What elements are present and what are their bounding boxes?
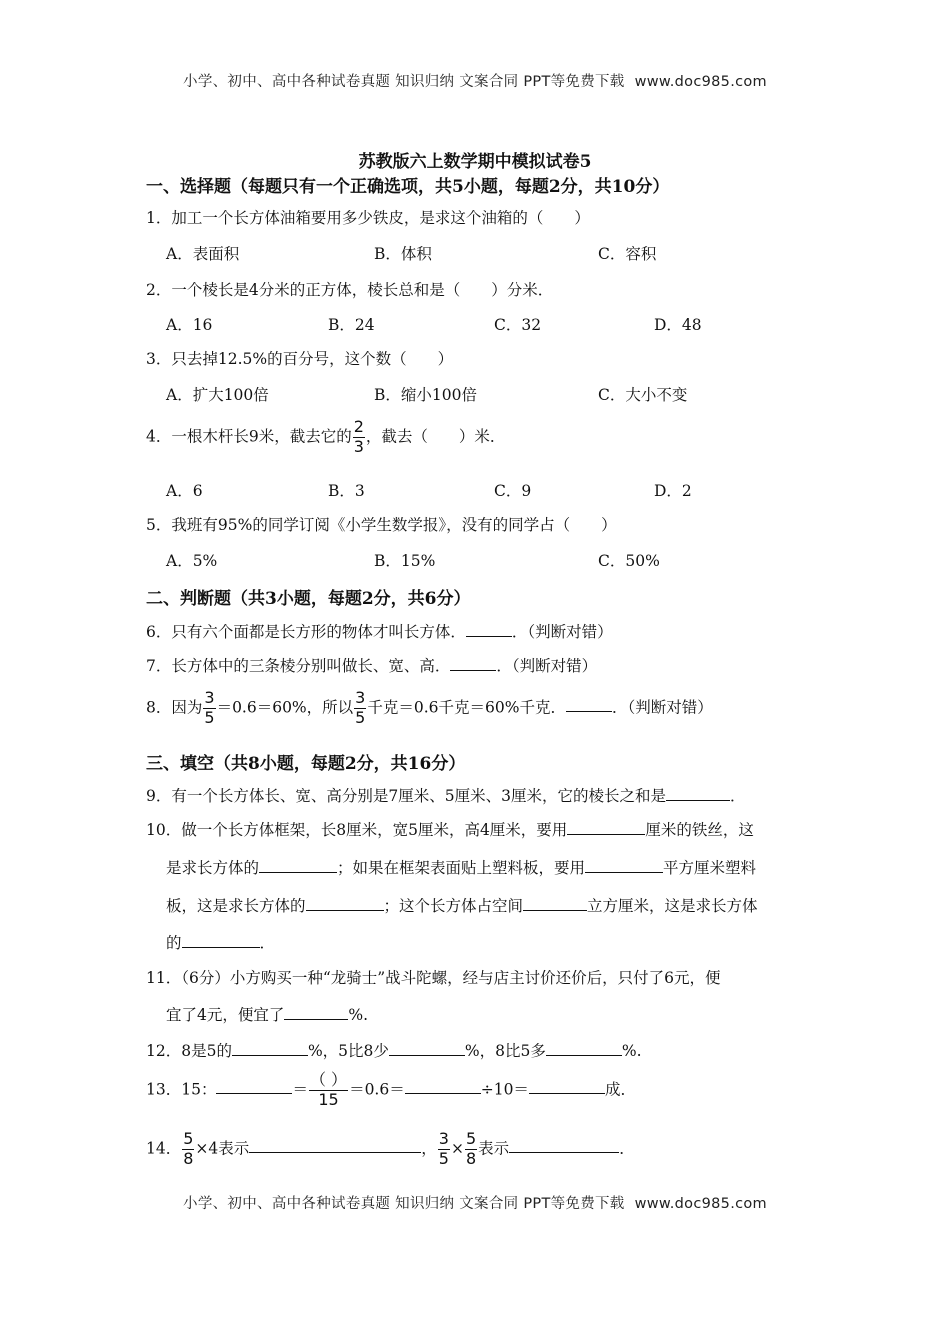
question-1: 1．加工一个长方体油箱要用多少铁皮，是求这个油箱的（ ）: [146, 209, 590, 227]
answer-blank[interactable]: [182, 933, 260, 948]
fraction-two-thirds: $\frac{2}{3}$: [353, 417, 364, 456]
header-text: 小学、初中、高中各种试卷真题 知识归纳 文案合同 PPT等免费下载: [183, 74, 625, 90]
question-12: 12．8是5的 %，5比8少 %，8比5多 %.: [146, 1042, 642, 1060]
fraction-three-fifths: $\frac{3}{5}$: [355, 688, 366, 727]
question-7: 7．长方体中的三条棱分别叫做长、宽、高． ．（判断对错）: [146, 657, 598, 675]
header-banner: [0, 70, 950, 91]
q4-option-a: A．6: [166, 482, 203, 500]
q1-option-b: B．体积: [374, 245, 432, 263]
answer-blank[interactable]: [529, 1079, 605, 1094]
footer-text: 小学、初中、高中各种试卷真题 知识归纳 文案合同 PPT等免费下载: [183, 1196, 625, 1212]
fraction-three-fifths: $\frac{3}{5}$: [204, 688, 215, 727]
answer-blank[interactable]: [389, 1041, 465, 1056]
question-4: [146, 419, 505, 456]
question-3: 3．只去掉12.5%的百分号，这个数（ ）: [146, 350, 454, 368]
question-14: 14． $\frac{5}{8}$ ×4表示 ， $\frac{3}{5}$ × $\frac{5}{8}$ 表示 ．: [146, 1129, 635, 1168]
fraction-five-eighths: $\frac{5}{8}$: [183, 1129, 194, 1168]
answer-blank[interactable]: [566, 697, 612, 712]
question-2: 2．一个棱长是4分米的正方体，棱长总和是（ ）分米．: [146, 281, 554, 299]
section-choice: 一、选择题（每题只有一个正确选项，共5小题，每题2分，共10分）: [146, 177, 670, 197]
q2-option-d: D．48: [654, 316, 702, 334]
answer-blank[interactable]: [546, 1041, 622, 1056]
q2-option-b: B．24: [328, 316, 375, 334]
q4-option-b: B．3: [328, 482, 365, 500]
question-9: 9．有一个长方体长、宽、高分别是7厘米、5厘米、3厘米，它的棱长之和是 ．: [146, 787, 746, 805]
answer-blank[interactable]: [567, 820, 645, 835]
question-13: 13．15： ＝ $\frac{( )}{15}$ ＝0.6＝ ÷10＝ 成．: [146, 1070, 636, 1109]
answer-blank[interactable]: [509, 1138, 619, 1153]
q3-option-c: C．大小不变: [598, 386, 688, 404]
question-10-line-1: 10．做一个长方体框架，长8厘米，宽5厘米，高4厘米，要用 厘米的铁丝，这: [146, 821, 754, 839]
fraction-five-eighths: $\frac{5}{8}$: [465, 1129, 477, 1168]
q5-option-b: B．15%: [374, 552, 436, 570]
question-10-line-4: 的 ．: [166, 934, 276, 952]
exam-title: 苏教版六上数学期中模拟试卷5: [358, 152, 592, 172]
q5-option-a: A．5%: [166, 552, 218, 570]
question-6: 6．只有六个面都是长方形的物体才叫长方体． ．（判断对错）: [146, 623, 613, 641]
q2-option-c: C．32: [494, 316, 542, 334]
answer-blank[interactable]: [405, 1079, 481, 1094]
q1-option-a: A．表面积: [166, 245, 240, 263]
answer-blank[interactable]: [450, 656, 496, 671]
fraction-blank-over-15: $\frac{( )}{15}$: [309, 1070, 348, 1109]
fraction-three-fifths: $\frac{3}{5}$: [438, 1129, 449, 1168]
answer-blank[interactable]: [284, 1005, 348, 1020]
q3-option-a: A．扩大100倍: [166, 386, 269, 404]
question-10-line-2: 是求长方体的 ；如果在框架表面贴上塑料板，要用 平方厘米塑料: [166, 859, 757, 877]
answer-blank[interactable]: [249, 1138, 421, 1153]
question-5: 5．我班有95%的同学订阅《小学生数学报》，没有的同学占（ ）: [146, 516, 617, 534]
q4-prefix: 4．一根木杆长9米，截去它的: [146, 427, 352, 446]
q2-option-a: A．16: [166, 316, 213, 334]
q5-option-c: C．50%: [598, 552, 660, 570]
answer-blank[interactable]: [666, 786, 730, 801]
answer-blank[interactable]: [585, 858, 663, 873]
question-10-line-3: 板，这是求长方体的 ；这个长方体占空间 立方厘米，这是求长方体: [166, 897, 758, 915]
footer-site[interactable]: www.doc985.com: [634, 1196, 767, 1212]
answer-blank[interactable]: [466, 622, 512, 637]
q4-suffix: ，截去（ ）米．: [365, 427, 506, 446]
header-site[interactable]: www.doc985.com: [634, 74, 767, 90]
question-11-line-2: 宜了4元，便宜了 %.: [166, 1006, 369, 1024]
section-fill-in: 三、填空（共8小题，每题2分，共16分）: [146, 754, 466, 774]
answer-blank[interactable]: [232, 1041, 308, 1056]
answer-blank[interactable]: [306, 896, 384, 911]
answer-blank[interactable]: [259, 858, 337, 873]
footer-banner: [0, 1192, 950, 1213]
q3-option-b: B．缩小100倍: [374, 386, 477, 404]
question-11-line-1: 11．（6分）小方购买一种“龙骑士”战斗陀螺，经与店主讨价还价后，只付了6元，便: [146, 969, 721, 987]
q4-option-c: C．9: [494, 482, 532, 500]
q4-option-d: D．2: [654, 482, 692, 500]
answer-blank[interactable]: [523, 896, 587, 911]
q1-option-c: C．容积: [598, 245, 657, 263]
question-8: 8．因为 $\frac{3}{5}$ ＝0.6＝60%，所以 $\frac{3}{5}$ 千克＝0.6千克＝60%千克． ．（判断对错）: [146, 688, 713, 727]
answer-blank[interactable]: [216, 1079, 292, 1094]
section-judgement: 二、判断题（共3小题，每题2分，共6分）: [146, 589, 471, 609]
